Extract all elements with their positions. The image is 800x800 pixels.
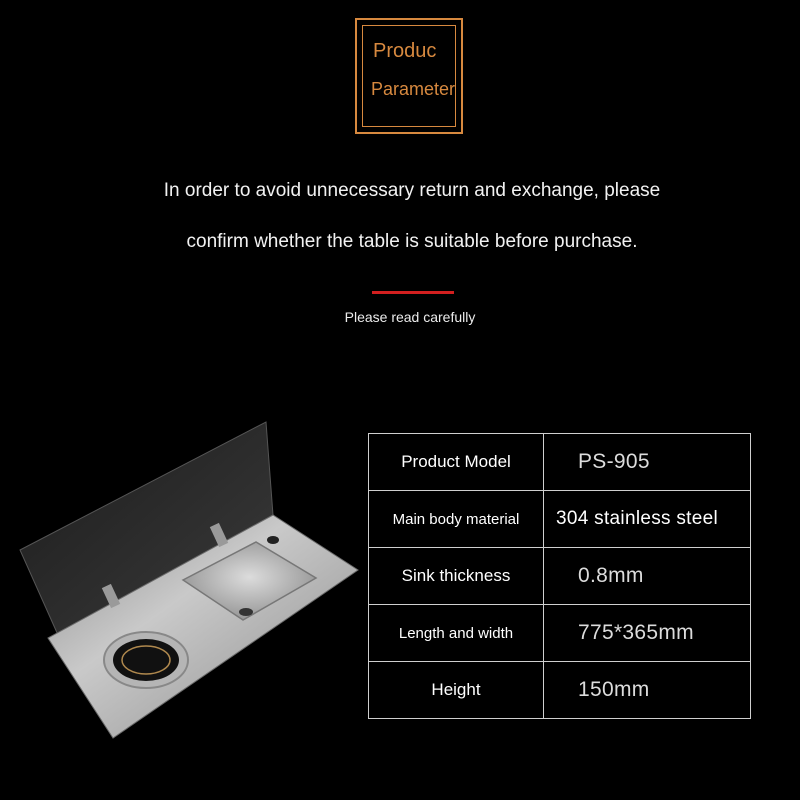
param-label: Sink thickness	[369, 548, 544, 605]
badge-title-line1: Produc	[373, 40, 437, 62]
table-row	[369, 548, 751, 605]
table-row	[369, 605, 751, 662]
section-badge	[355, 18, 463, 134]
sink-product-image	[18, 420, 360, 745]
notice-line-1: In order to avoid unnecessary return and exchange, please	[163, 180, 661, 201]
param-value: PS-905	[544, 434, 751, 491]
param-label: Main body material	[369, 491, 544, 548]
badge-title-line2: Parameter	[371, 79, 456, 99]
faucet-hole	[267, 536, 279, 544]
table-row	[369, 662, 751, 719]
sink-drain	[239, 608, 253, 616]
table-row	[369, 491, 751, 548]
param-label: Length and width	[369, 605, 544, 662]
divider-line	[372, 291, 454, 294]
param-value: 775*365mm	[544, 605, 751, 662]
table-row	[369, 434, 751, 491]
param-value: 0.8mm	[544, 548, 751, 605]
param-label: Height	[369, 662, 544, 719]
read-carefully-caption: Please read carefully	[344, 309, 476, 325]
param-label: Product Model	[369, 434, 544, 491]
notice-line-2: confirm whether the table is suitable before purchase.	[186, 231, 638, 252]
param-value: 150mm	[544, 662, 751, 719]
param-value: 304 stainless steel	[544, 491, 751, 548]
parameter-table	[368, 433, 751, 719]
